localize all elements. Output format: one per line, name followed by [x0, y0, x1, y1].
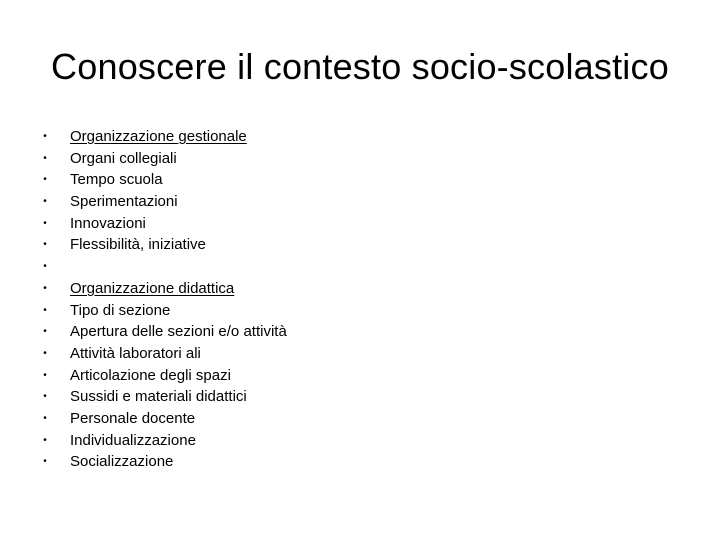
bullet-dot-icon: •	[43, 434, 47, 446]
bullet-text: Attività laboratori ali	[70, 344, 201, 362]
slide-title: Conoscere il contesto socio-scolastico	[51, 46, 669, 87]
bullet-dot-icon: •	[43, 217, 47, 229]
bullet-text: Sperimentazioni	[70, 193, 178, 211]
bullet-text: Apertura delle sezioni e/o attività	[70, 323, 287, 341]
bullet-dot-icon: •	[43, 239, 47, 251]
bullet-text: Sussidi e materiali didattici	[70, 388, 247, 406]
bullet-dot-icon: •	[43, 369, 47, 381]
section-heading-text: Organizzazione didattica	[70, 279, 235, 297]
bullet-dot-icon: •	[43, 412, 47, 424]
bullet-dot-icon: •	[43, 282, 47, 294]
bullet-dot-icon: •	[43, 326, 47, 338]
bullet-text: Socializzazione	[70, 453, 174, 471]
bullet-text: Organi collegiali	[70, 149, 177, 167]
bullet-dot-icon: •	[43, 131, 47, 142]
bullet-text: Tipo di sezione	[70, 301, 171, 319]
bullet-dot-icon: •	[43, 347, 47, 359]
bullet-text: Articolazione degli spazi	[70, 366, 231, 384]
bullet-text: Flessibilità, iniziative	[70, 236, 206, 254]
bullet-text: Innovazioni	[70, 214, 146, 232]
bullet-text: Tempo scuola	[70, 171, 163, 189]
bullet-text: Personale docente	[70, 409, 196, 427]
bullet-dot-icon: •	[43, 152, 47, 164]
bullet-dot-icon: •	[43, 261, 47, 273]
bullet-dot-icon: •	[43, 174, 47, 186]
bullet-dot-icon: •	[43, 456, 47, 468]
bullet-dot-icon: •	[43, 196, 47, 208]
section-heading-text: Organizzazione gestionale	[70, 128, 247, 145]
bullet-text: Individualizzazione	[70, 431, 196, 449]
bullet-dot-icon: •	[43, 304, 47, 316]
bullet-dot-icon: •	[43, 391, 47, 403]
